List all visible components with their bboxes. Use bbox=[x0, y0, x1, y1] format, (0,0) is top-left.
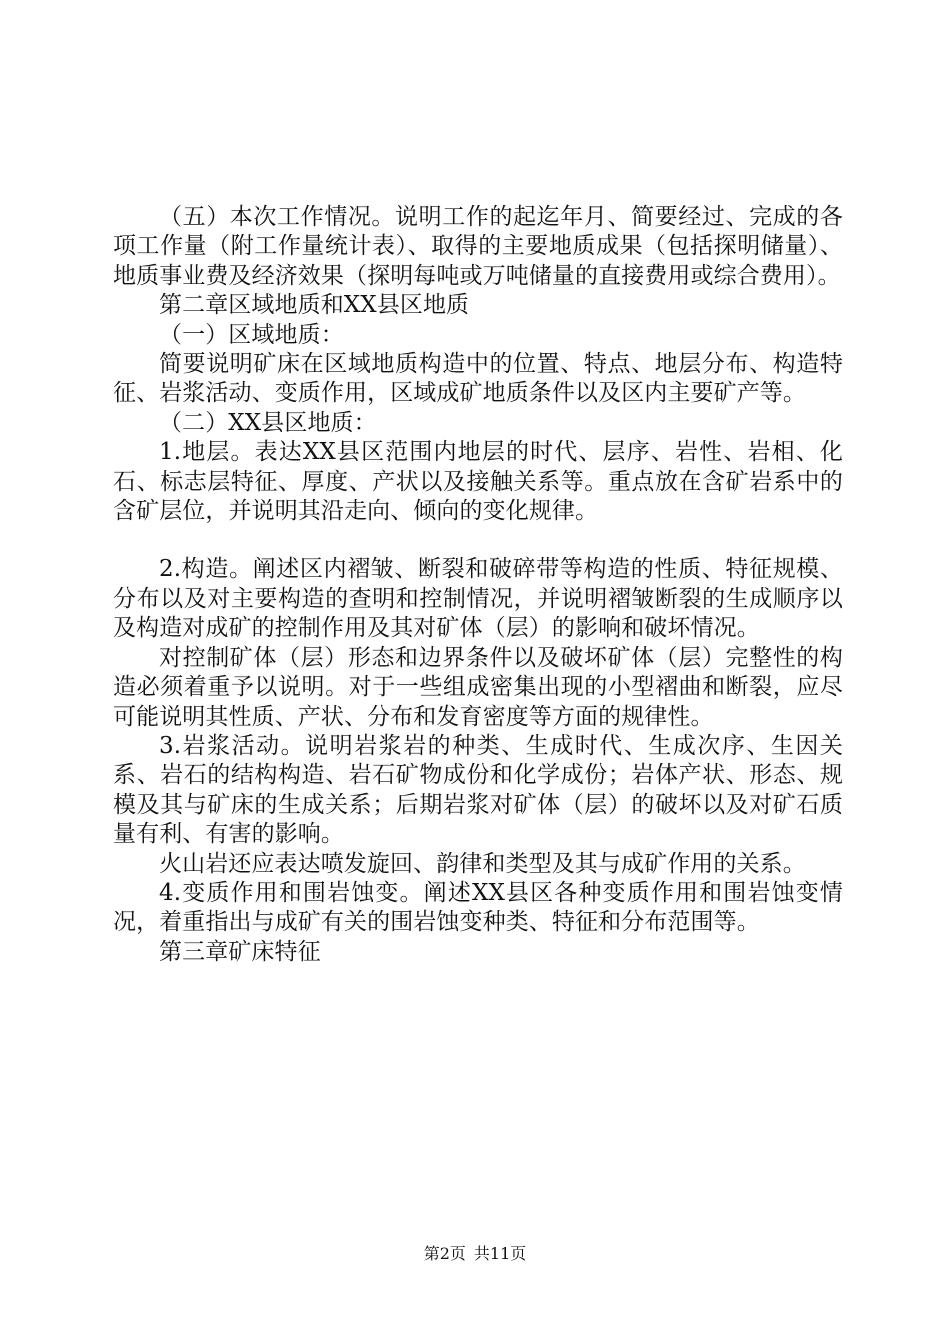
page-total: 共11页 bbox=[473, 1244, 527, 1263]
paragraph-metamorphism: 4.变质作用和围岩蚀变。阐述XX县区各种变质作用和围岩蚀变情况，着重指出与成矿有关的围岩蚀变种类、特征和分布范围等。 bbox=[113, 879, 843, 936]
chapter-heading-2: 第二章区域地质和XX县区地质 bbox=[159, 292, 470, 319]
paragraph-work-status: （五）本次工作情况。说明工作的起迄年月、简要经过、完成的各项工作量（附工作量统计表）、取得的主要地质成果（包括探明储量）、地质事业费及经济效果（探明每吨或万吨储量的直接费用或综合费用）。 bbox=[113, 204, 843, 289]
section-heading-county-geology: （二）XX县区地质： bbox=[159, 409, 377, 436]
document-body bbox=[113, 203, 843, 967]
chapter-heading-3: 第三章矿床特征 bbox=[159, 938, 321, 965]
paragraph-volcanic-rock: 火山岩还应表达喷发旋回、韵律和类型及其与成矿作用的关系。 bbox=[159, 850, 806, 877]
paragraph-strata: 1.地层。表达XX县区范围内地层的时代、层序、岩性、岩相、化石、标志层特征、厚度、产状以及接触关系等。重点放在含矿岩系中的含矿层位，并说明其沿走向、倾向的变化规律。 bbox=[113, 439, 843, 525]
paragraph-structure-control: 对控制矿体（层）形态和边界条件以及破坏矿体（层）完整性的构造必须着重予以说明。对于一些组成密集出现的小型褶曲和断裂，应尽可能说明其性质、产状、分布和发育密度等方面的规律性。 bbox=[113, 644, 843, 730]
page-number: 第2页 bbox=[423, 1244, 466, 1263]
section-heading-regional-geology: （一）区域地质： bbox=[159, 321, 344, 348]
paragraph-magmatic-activity: 3.岩浆活动。说明岩浆岩的种类、生成时代、生成次序、生因关系、岩石的结构构造、岩石矿物成份和化学成份；岩体产状、形态、规模及其与矿床的生成关系；后期岩浆对矿体（层）的破坏以及对矿石质量有利、有害的影响。 bbox=[113, 732, 843, 848]
paragraph-structure: 2.构造。阐述区内褶皱、断裂和破碎带等构造的性质、特征规模、分布以及对主要构造的查明和控制情况，并说明褶皱断裂的生成顺序以及构造对成矿的控制作用及其对矿体（层）的影响和破坏情况。 bbox=[113, 556, 843, 642]
paragraph-regional-geology: 简要说明矿床在区域地质构造中的位置、特点、地层分布、构造特征、岩浆活动、变质作用，区域成矿地质条件以及区内主要矿产等。 bbox=[113, 351, 843, 407]
page-footer bbox=[0, 1244, 950, 1264]
